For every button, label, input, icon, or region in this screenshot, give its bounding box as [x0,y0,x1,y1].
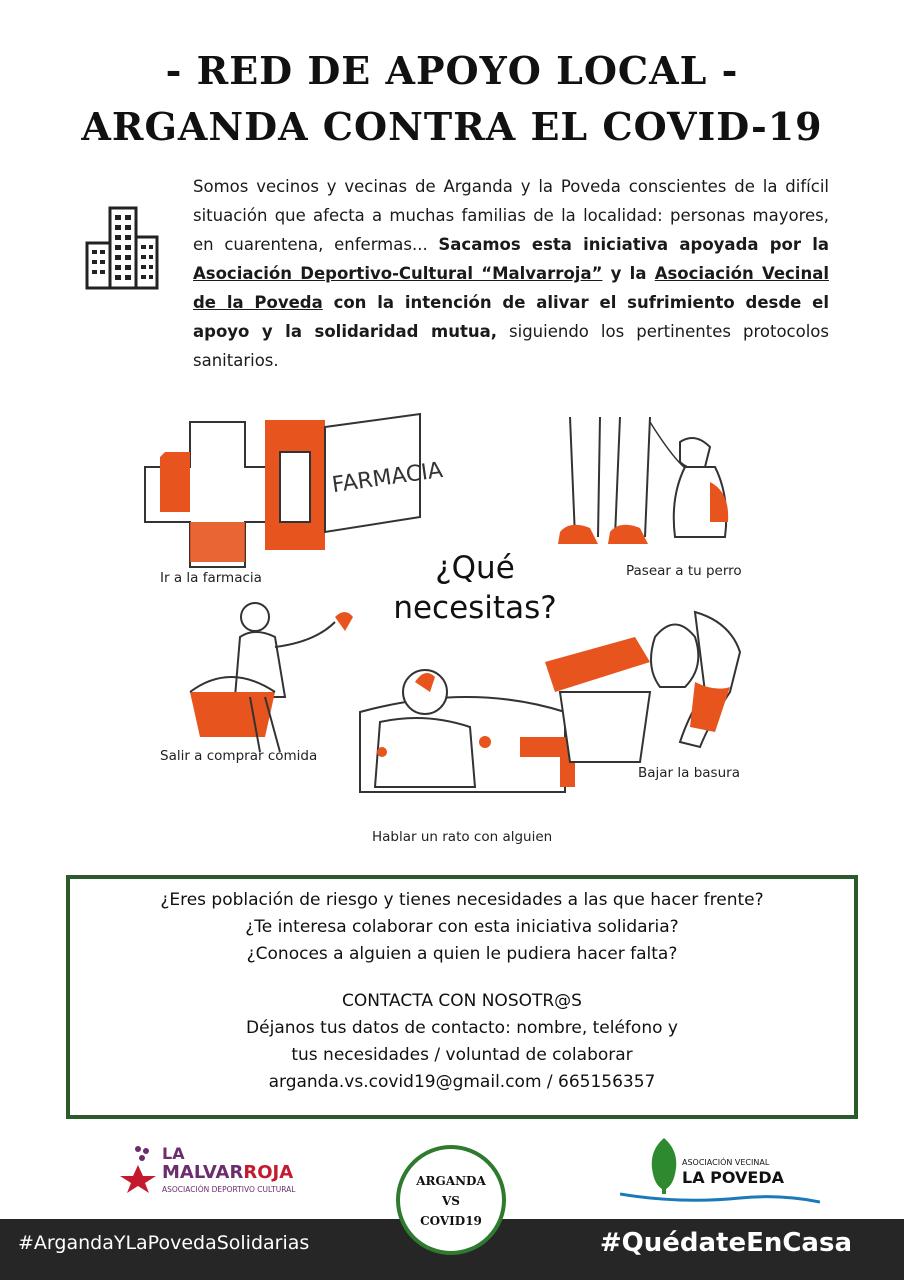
malvarroja-sub: ASOCIACIÓN DEPORTIVO CULTURAL [162,1185,296,1194]
pharmacy-cross-icon [145,414,444,567]
contact-box [66,875,858,1119]
phone-call-icon [360,670,575,792]
arganda-badge: ARGANDA VS COVID19 [396,1145,506,1255]
trash-icon [545,612,740,762]
svg-text:FARMACIA: FARMACIA [330,457,445,499]
contact-email-phone[interactable]: arganda.vs.covid19@gmail.com / 665156357 [268,1072,656,1092]
malvarroja-name-a: MALVAR [162,1162,244,1183]
intro-paragraph: Somos vecinos y vecinas de Arganda y la Poveda conscientes de la difícil situación que afecta a muchas familias de la localidad: personas mayores, en cuarentena, enfermas... Sacamos esta iniciativa apoyada por la Asociación Deportivo-Cultural “Malvarroja” y la Asociación Vecinal de la Poveda con la intención de alivar el sufrimiento desde el apoyo y la solidaridad mutua, siguiendo los pertinentes protocolos sanitarios. [193,177,830,370]
poveda-name: LA POVEDA [682,1168,785,1187]
label-hablar: Hablar un rato con alguien [372,829,553,845]
poveda-logo [620,1138,820,1208]
river-icon [620,1188,820,1204]
label-perro: Pasear a tu perro [626,563,742,579]
star-icon [118,1143,162,1193]
contact-line-2: tus necesidades / voluntad de colaborar [291,1045,633,1065]
malvarroja-name-b: ROJA [243,1162,294,1183]
hashtag-right: #QuédateEnCasa [599,1228,852,1258]
dog-walk-icon [558,417,728,544]
contact-question-3: ¿Conoces a alguien a quien le pudiera hacer falta? [246,944,678,964]
label-farmacia: Ir a la farmacia [160,570,262,586]
contact-line-1: Déjanos tus datos de contacto: nombre, teléfono y [246,1018,678,1038]
question-text: ¿Qué necesitas? [393,550,557,626]
contact-question-2: ¿Te interesa colaborar con esta iniciativa solidaria? [245,917,679,937]
label-basura: Bajar la basura [638,765,740,781]
building-icon [84,205,160,291]
shopping-icon [190,603,353,752]
contact-question-1: ¿Eres población de riesgo y tienes necesidades a las que hacer frente? [160,890,764,910]
poveda-top: ASOCIACIÓN VECINAL [682,1158,770,1167]
poveda-link: Asociación Vecinal de la Poveda [193,264,829,312]
hashtag-left: #ArgandaYLaPovedaSolidarias [18,1232,310,1254]
contact-heading: CONTACTA CON NOSOTR@S [342,991,582,1011]
malvarroja-logo [118,1143,318,1203]
label-comida: Salir a comprar comida [160,748,318,764]
title-line-1: - RED DE APOYO LOCAL - [165,48,739,93]
malvarroja-la: LA [162,1144,185,1163]
title-line-2: ARGANDA CONTRA EL COVID-19 [81,104,823,149]
malvarroja-link: Asociación Deportivo-Cultural “Malvarroja” [193,264,603,283]
